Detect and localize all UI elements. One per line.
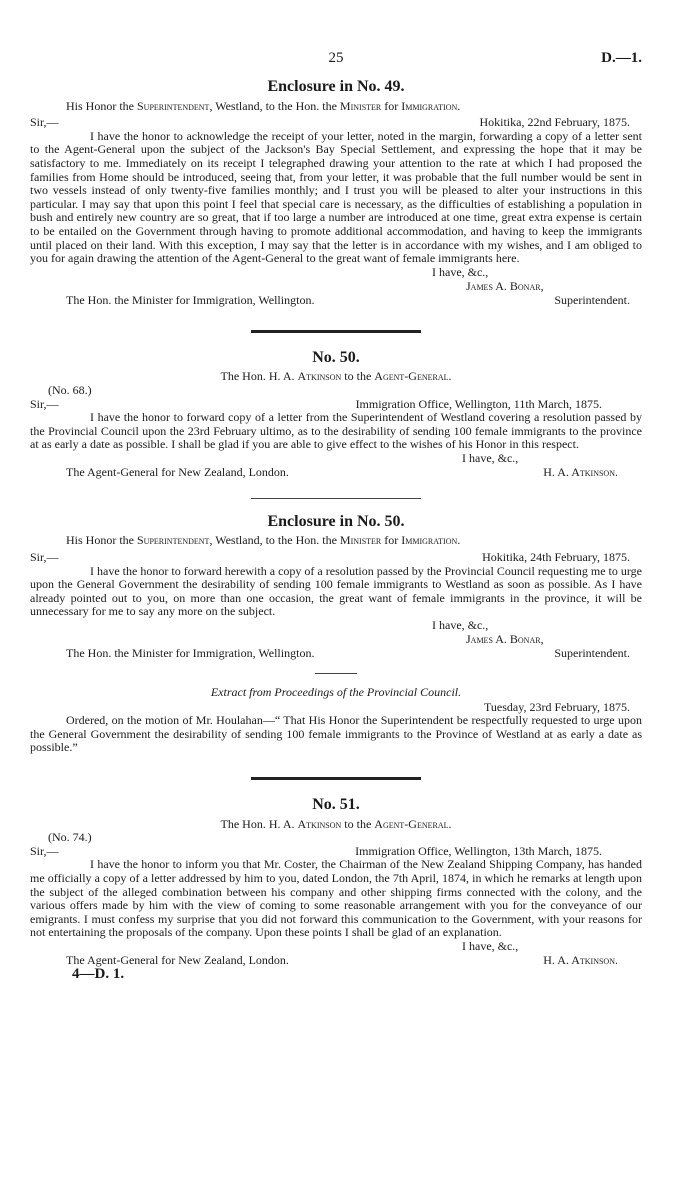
enclosure-49 <box>30 80 642 308</box>
salutation-line <box>30 845 642 859</box>
signer-title: Superintendent. <box>554 646 630 661</box>
addressee: The Hon. the Minister for Immigration, Wellington. <box>66 646 315 661</box>
section-divider-thick <box>251 777 421 780</box>
place-date: Hokitika, 24th February, 1875. <box>482 550 630 565</box>
document-reference: D.—1. <box>601 50 642 66</box>
letter-from-line: His Honor the Superintendent, Westland, to the Hon. the Minister for Immigration. <box>66 533 461 548</box>
salutation: Sir,— <box>30 550 59 565</box>
salutation-line <box>30 398 642 412</box>
addressee: The Hon. the Minister for Immigration, Wellington. <box>66 292 315 307</box>
signature-block <box>30 266 642 308</box>
extract-title: Extract from Proceedings of the Provincial Council. <box>210 685 462 700</box>
section-title: No. 51. <box>312 796 360 813</box>
letter-51 <box>30 798 642 968</box>
signature-block <box>30 452 642 480</box>
letter-from-line: The Hon. H. A. Atkinson to the Agent-General. <box>220 369 452 384</box>
addressee: The Agent-General for New Zealand, London. <box>66 464 289 479</box>
salutation: Sir,— <box>30 396 59 411</box>
closing: I have, &c., <box>462 938 519 953</box>
page-number: 25 <box>328 50 344 66</box>
salutation: Sir,— <box>30 843 59 858</box>
letter-from-line: The Hon. H. A. Atkinson to the Agent-General. <box>220 816 452 831</box>
signer-name: James A. Bonar, <box>466 632 544 647</box>
section-title: Enclosure in No. 50. <box>267 512 405 530</box>
signer-title: Superintendent. <box>554 292 630 307</box>
place-date: Hokitika, 22nd February, 1875. <box>479 115 630 130</box>
letter-body: I have the honor to forward herewith a copy of a resolution passed by the Provincial Council requesting me to urge upon the General Government the desirability of sending 100 female immigrants to Westland as soon as possible. As I have already pointed out to you, on more than one occasion, the great want of female immigrants in the province, it will be unnecessary for me to say any more on the subject. <box>30 563 642 619</box>
salutation: Sir,— <box>30 115 59 130</box>
signer-name: James A. Bonar, <box>466 278 544 293</box>
addressee: The Agent-General for New Zealand, London. <box>66 952 289 967</box>
extract-body: Ordered, on the motion of Mr. Houlahan—“ That His Honor the Superintendent be respectfully requested to urge upon the General Government the desirability of sending 100 female immigrants to the Province of Westland at as early a date as possible.” <box>30 713 642 755</box>
enclosure-50 <box>30 512 642 755</box>
section-divider <box>251 498 421 499</box>
letter-body: I have the honor to inform you that Mr. Coster, the Chairman of the New Zealand Shipping Company, has handed me officially a copy of a letter addressed by him to you, dated London, the 7th April, 1874, in which he remarks at length upon the subject of the alleged combination between his company and other shipping firms connected with the colony, and the various offers made by him with the view of coming to some reasonable arrangement with you for the conveyance of our emigrants. I must confess my surprise that you did not forward this communication to the Government, with your reasons for not entertaining the proposals of the company. Upon these points I shall be glad of an explanation. <box>30 857 642 940</box>
letter-50 <box>30 348 642 480</box>
signer-name: H. A. Atkinson. <box>543 464 618 479</box>
place-date: Immigration Office, Wellington, 13th March, 1875. <box>355 843 602 858</box>
letter-from-line: His Honor the Superintendent, Westland, to the Hon. the Minister for Immigration. <box>66 98 461 113</box>
extract-date: Tuesday, 23rd February, 1875. <box>484 699 630 714</box>
signature-mark: 4—D. 1. <box>72 965 125 982</box>
section-divider-thick <box>251 330 421 333</box>
letter-body: I have the honor to forward copy of a letter from the Superintendent of Westland covering a resolution passed by the Provincial Council upon the 23rd February ultimo, as to the desirability of sending 100 female immigrants to the province at as early a date as possible. I shall be glad if you are able to give effect to the wishes of his Honor in this respect. <box>30 410 642 452</box>
closing: I have, &c., <box>432 618 489 633</box>
signature-block <box>30 619 642 661</box>
page-header <box>30 52 642 74</box>
letter-reference: (No. 68.) <box>48 382 92 397</box>
closing: I have, &c., <box>432 264 489 279</box>
letter-reference: (No. 74.) <box>48 830 92 845</box>
salutation-line <box>30 116 642 130</box>
signer-name: H. A. Atkinson. <box>543 952 618 967</box>
place-date: Immigration Office, Wellington, 11th March, 1875. <box>355 396 602 411</box>
section-title: Enclosure in No. 49. <box>267 78 405 95</box>
short-divider <box>315 673 357 674</box>
salutation-line <box>30 551 642 565</box>
letter-body: I have the honor to acknowledge the receipt of your letter, noted in the margin, forwarding a copy of a letter sent to the Agent-General upon the subject of the Jackson's Bay Special Settlement, and expressing the hope that it may be satisfactory to me. Immediately on its receipt I telegraphed drawing your attention to the rate at which I had proposed the families from Home should be introduced, seeing that, from your letter, it was probable that the full number would be sent in two vessels instead of only twenty-five families monthly; and I trust you will be pleased to alter your instructions in this particular. I may say that upon this point I feel that special care is necessary, as the difficulties of establishing a population in bush and entirely new country are so great, that if too large a number are introduced at one time, great extra expense is certain to be entailed on the Government through having to promote additional accommodation, and having to keep the immigrants until placed on their land. With this exception, I may say that the letter is in accordance with my wishes, and I am obliged to you for again drawing the attention of the Agent-General to the great want of female immigrants here. <box>30 128 642 266</box>
section-title: No. 50. <box>312 348 360 366</box>
closing: I have, &c., <box>462 450 519 465</box>
signature-block <box>30 940 642 968</box>
